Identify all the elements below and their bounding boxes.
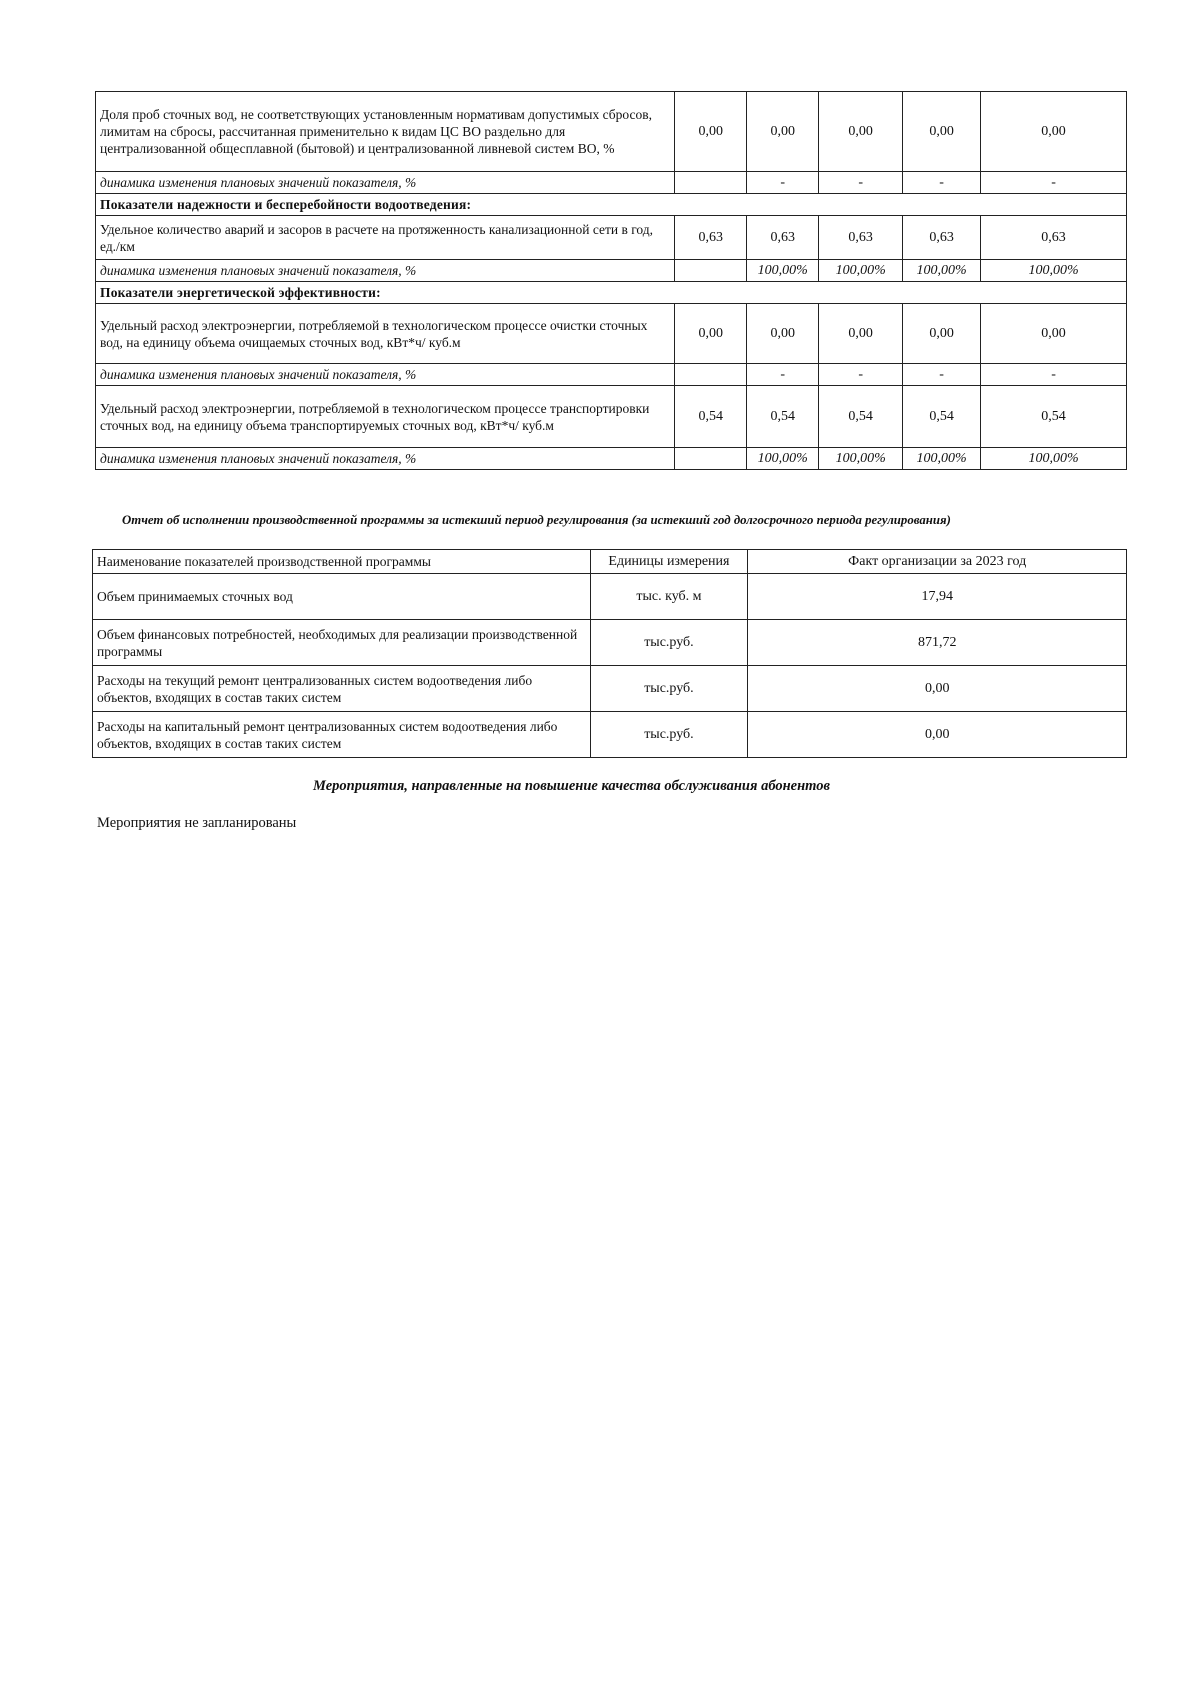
indicator-row <box>96 386 1127 448</box>
table-row <box>93 574 1127 620</box>
dynamics-row <box>96 172 1127 194</box>
row-name: Расходы на капитальный ремонт централизованных систем водоотведения либо объектов, входящих в состав таких систем <box>93 712 591 758</box>
indicator-label: динамика изменения плановых значений показателя, % <box>96 448 675 470</box>
indicator-label: Удельное количество аварий и засоров в расчете на протяженность канализационной сети в год, ед./км <box>96 216 675 260</box>
indicator-value: 0,63 <box>819 216 903 260</box>
indicator-label: динамика изменения плановых значений показателя, % <box>96 364 675 386</box>
indicator-value: 0,00 <box>981 92 1127 172</box>
row-value: 0,00 <box>748 712 1127 758</box>
indicator-row <box>96 216 1127 260</box>
indicator-value: 0,00 <box>675 304 747 364</box>
section-row <box>96 282 1127 304</box>
indicator-value <box>675 364 747 386</box>
indicator-value: 0,63 <box>981 216 1127 260</box>
indicator-value <box>675 172 747 194</box>
dynamics-row <box>96 364 1127 386</box>
indicator-label: Доля проб сточных вод, не соответствующих установленным нормативам допустимых сбросов, лимитам на сбросы, рассчитанная применительно к видам ЦС ВО раздельно для централизованной общесплавной (бытовой) и централизованной ливневой систем ВО, % <box>96 92 675 172</box>
indicator-value: 0,00 <box>675 92 747 172</box>
indicator-value: 100,00% <box>903 448 981 470</box>
indicator-value: 0,00 <box>981 304 1127 364</box>
indicator-value: 100,00% <box>981 448 1127 470</box>
indicator-value: - <box>819 172 903 194</box>
indicator-value: - <box>903 172 981 194</box>
indicator-value: 100,00% <box>747 260 819 282</box>
row-unit: тыс.руб. <box>590 666 748 712</box>
row-name: Расходы на текущий ремонт централизованных систем водоотведения либо объектов, входящих в состав таких систем <box>93 666 591 712</box>
row-name: Объем финансовых потребностей, необходимых для реализации производственной программы <box>93 620 591 666</box>
row-value: 871,72 <box>748 620 1127 666</box>
row-unit: тыс. куб. м <box>590 574 748 620</box>
section-row <box>96 194 1127 216</box>
section-title: Показатели энергетической эффективности: <box>96 282 1127 304</box>
indicator-value: 100,00% <box>747 448 819 470</box>
dynamics-row <box>96 448 1127 470</box>
header-fact: Факт организации за 2023 год <box>748 550 1127 574</box>
indicator-label: Удельный расход электроэнергии, потребляемой в технологическом процессе очистки сточных вод, на единицу объема очищаемых сточных вод, кВт*ч/ куб.м <box>96 304 675 364</box>
indicator-label: Удельный расход электроэнергии, потребляемой в технологическом процессе транспортировки сточных вод, на единицу объема транспортируемых сточных вод, кВт*ч/ куб.м <box>96 386 675 448</box>
indicator-value: 0,63 <box>675 216 747 260</box>
indicator-value: 0,54 <box>819 386 903 448</box>
header-unit: Единицы измерения <box>590 550 748 574</box>
indicator-value: 0,54 <box>981 386 1127 448</box>
indicator-value: - <box>747 172 819 194</box>
indicator-value: 0,54 <box>747 386 819 448</box>
table-row <box>93 620 1127 666</box>
dynamics-row <box>96 260 1127 282</box>
table-row <box>93 712 1127 758</box>
row-value: 0,00 <box>748 666 1127 712</box>
indicator-value: 0,63 <box>903 216 981 260</box>
indicator-value <box>675 260 747 282</box>
indicator-row <box>96 92 1127 172</box>
indicator-row <box>96 304 1127 364</box>
report-note: Отчет об исполнении производственной программы за истекший период регулирования (за истекший год долгосрочного периода регулирования) <box>122 513 951 527</box>
indicator-value: 0,00 <box>903 304 981 364</box>
indicator-value: - <box>747 364 819 386</box>
indicator-value: 100,00% <box>819 260 903 282</box>
indicator-value: 100,00% <box>903 260 981 282</box>
row-unit: тыс.руб. <box>590 712 748 758</box>
indicator-value: - <box>903 364 981 386</box>
row-unit: тыс.руб. <box>590 620 748 666</box>
indicator-value: 100,00% <box>819 448 903 470</box>
indicator-value: 0,00 <box>747 304 819 364</box>
indicator-value: 0,54 <box>903 386 981 448</box>
section-title: Показатели надежности и бесперебойности водоотведения: <box>96 194 1127 216</box>
indicator-value: 0,00 <box>903 92 981 172</box>
indicator-value: 0,54 <box>675 386 747 448</box>
indicator-value: - <box>981 364 1127 386</box>
row-value: 17,94 <box>748 574 1127 620</box>
row-name: Объем принимаемых сточных вод <box>93 574 591 620</box>
table-row <box>93 666 1127 712</box>
indicator-value: 0,00 <box>819 92 903 172</box>
indicator-label: динамика изменения плановых значений показателя, % <box>96 172 675 194</box>
indicator-value: 0,00 <box>819 304 903 364</box>
indicator-value <box>675 448 747 470</box>
indicators-table <box>95 91 1127 470</box>
production-program-table <box>92 549 1127 758</box>
indicator-value: 0,63 <box>747 216 819 260</box>
table-header-row <box>93 550 1127 574</box>
indicator-value: 100,00% <box>981 260 1127 282</box>
measures-text: Мероприятия не запланированы <box>97 815 297 831</box>
header-name: Наименование показателей производственной программы <box>93 550 591 574</box>
indicator-value: - <box>981 172 1127 194</box>
indicator-value: 0,00 <box>747 92 819 172</box>
measures-title: Мероприятия, направленные на повышение качества обслуживания абонентов <box>313 778 830 794</box>
indicator-value: - <box>819 364 903 386</box>
indicator-label: динамика изменения плановых значений показателя, % <box>96 260 675 282</box>
